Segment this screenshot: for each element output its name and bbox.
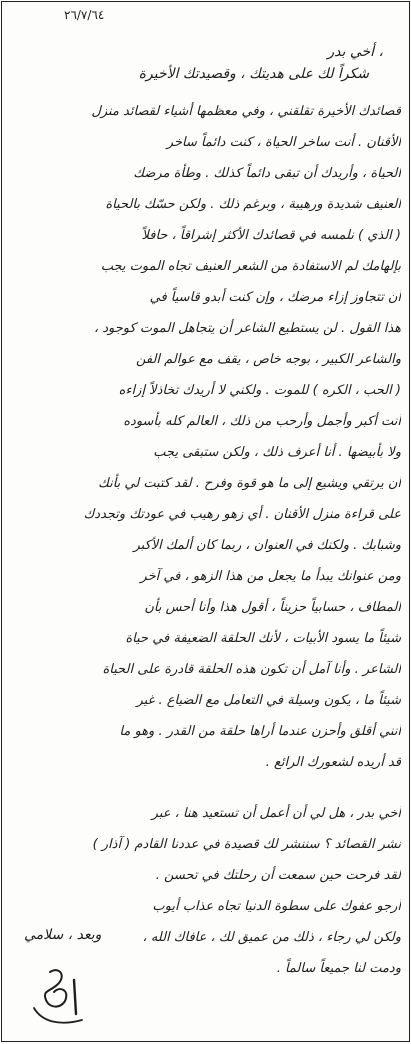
letter-line: الشاعر . وأنا آمل أن تكون هذه الحلقة قادرة على الحياة xyxy=(102,662,401,677)
letter-line: على قراءة منزل الأقنان . أي زهو رهيب في عودتك وتجددك xyxy=(83,507,401,522)
letter-closing: وبعد ، سلامي xyxy=(24,927,102,943)
letter-line: العنيف شديدة ورهيبة ، وبرغم ذلك . ولكن حسّك بالحياة xyxy=(105,197,401,212)
letter-salutation: أخي بدر ، xyxy=(327,44,383,60)
letter-opening-line: شكراً لك على هديتك ، وقصيدتك الأخيرة xyxy=(138,66,369,82)
letter-line: أرجو عفوك على سطوة الدنيا تجاه عذاب أيوب xyxy=(152,899,401,914)
letter-paragraph-gap xyxy=(10,778,401,798)
letter-date: ٢٦/٧/٦٤ xyxy=(64,8,105,22)
letter-line: هذا القول . لن يستطيع الشاعر أن يتجاهل الموت كوجود ، xyxy=(93,321,401,336)
letter-page xyxy=(1,1,410,1042)
letter-line: ودمت لنا جميعاً سالماً . xyxy=(276,961,401,976)
letter-line: المطاف ، حسابياً حزيناً ، أقول هذا وأنا أحس بأن xyxy=(144,600,401,615)
handwritten-signature xyxy=(20,962,110,1032)
letter-line: ومن عنوانك يبدأ ما يجعل من هذا الزهو ، في آخر xyxy=(140,569,401,584)
letter-line: ( الحب ، الكره ) للموت . ولكني لا أريدك تخاذلاً إزاءه xyxy=(118,383,401,398)
letter-line: قد أريده لشعورك الرائع . xyxy=(265,755,401,770)
letter-line: بإلهامك لم الاستفادة من الشعر العنيف تجاه الموت يجب xyxy=(100,259,401,274)
letter-line: وشبابك . ولكنك في العنوان ، ربما كان ألمك الأكبر xyxy=(133,538,401,553)
letter-line: ولكن لي رجاء ، ذلك من عميق لك ، عافاك الله ، xyxy=(142,930,401,945)
letter-line: الأقنان . أنت ساخر الحياة ، كنت دائماً ساخر xyxy=(166,135,401,150)
letter-body xyxy=(10,96,401,984)
letter-line: ولا بأبيضها . أنا أعرف ذلك ، ولكن ستبقى يجب xyxy=(153,445,401,460)
letter-line: شيئاً ما ، يكون وسيلة في التعامل مع الضياع . غير xyxy=(136,693,401,708)
letter-line: أنني أقلق وأحزن عندما أراها حلقة من القدر . وهو ما xyxy=(119,724,401,739)
letter-line: أخي بدر ، هل لي أن أعمل أن تستعيد هنا ، عبر xyxy=(151,806,401,821)
letter-line: نشر القصائد ؟ سننشر لك قصيدة في عددنا القادم ( آذار ) xyxy=(92,837,401,852)
letter-line: أن يرتقي ويشيع إلى ما هو قوة وفرح . لقد كتبت لي بأنك xyxy=(98,476,401,491)
letter-line: أنت أكبر وأجمل وأرحب من ذلك ، العالم كله بأسوده xyxy=(123,414,401,429)
letter-line: ( الذي ) نلمسه في قصائدك الأكثر إشراقاً ، حافلاً xyxy=(141,228,401,243)
letter-line: الحياة ، وأريدك أن تبقى دائماً كذلك . وطأة مرضك xyxy=(133,166,401,181)
letter-line: قصائدك الأخيرة تقلقني ، وفي معظمها أشياء لقصائد منزل xyxy=(91,104,401,119)
letter-line: والشاعر الكبير ، بوجه خاص ، يقف مع عوالم الفن xyxy=(135,352,401,367)
letter-line: أن تتجاوز إزاء مرضك ، وإن كنت أبدو قاسياً في xyxy=(149,290,401,305)
letter-line: شيئاً ما يسود الأبيات ، لأنك الحلقة الضعيفة في حياة xyxy=(125,631,401,646)
letter-line: لقد فرحت حين سمعت أن رحلتك في تحسن . xyxy=(155,868,401,883)
